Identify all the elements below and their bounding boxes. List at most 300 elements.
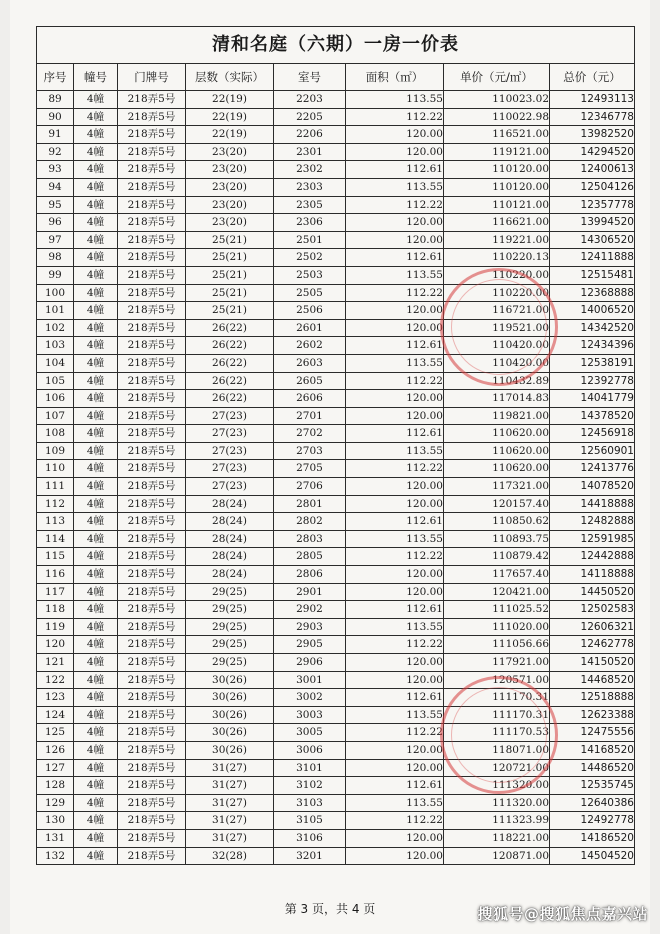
cell-total-price: 12623388	[550, 706, 635, 724]
cell-unit-price: 117321.00	[444, 478, 550, 496]
cell-area: 112.61	[346, 161, 444, 179]
cell-unit-price: 111320.00	[444, 777, 550, 795]
cell-total-price: 12606321	[550, 618, 635, 636]
cell-floor: 32(28)	[186, 847, 274, 865]
table-row	[37, 724, 635, 742]
cell-room: 2703	[274, 442, 346, 460]
cell-building: 4幢	[74, 390, 118, 408]
table-row	[37, 548, 635, 566]
table-row	[37, 689, 635, 707]
cell-door: 218弄5号	[118, 196, 186, 214]
cell-room: 2702	[274, 425, 346, 443]
cell-door: 218弄5号	[118, 689, 186, 707]
cell-building: 4幢	[74, 759, 118, 777]
cell-seq: 96	[37, 214, 74, 232]
cell-seq: 98	[37, 249, 74, 267]
cell-building: 4幢	[74, 231, 118, 249]
cell-door: 218弄5号	[118, 231, 186, 249]
cell-total-price: 14078520	[550, 478, 635, 496]
table-title: 清和名庭（六期）一房一价表	[37, 27, 635, 64]
cell-unit-price: 111056.66	[444, 636, 550, 654]
cell-building: 4幢	[74, 178, 118, 196]
cell-seq: 130	[37, 812, 74, 830]
cell-area: 113.55	[346, 178, 444, 196]
cell-seq: 95	[37, 196, 74, 214]
cell-door: 218弄5号	[118, 460, 186, 478]
cell-unit-price: 117014.83	[444, 390, 550, 408]
cell-total-price: 14150520	[550, 654, 635, 672]
table-row	[37, 601, 635, 619]
table-row	[37, 161, 635, 179]
cell-unit-price: 110893.75	[444, 530, 550, 548]
cell-seq: 107	[37, 407, 74, 425]
cell-area: 113.55	[346, 442, 444, 460]
cell-unit-price: 110022.98	[444, 108, 550, 126]
cell-total-price: 12413776	[550, 460, 635, 478]
cell-unit-price: 119221.00	[444, 231, 550, 249]
cell-door: 218弄5号	[118, 706, 186, 724]
cell-building: 4幢	[74, 143, 118, 161]
cell-building: 4幢	[74, 425, 118, 443]
table-row	[37, 741, 635, 759]
cell-building: 4幢	[74, 741, 118, 759]
cell-area: 113.55	[346, 354, 444, 372]
cell-seq: 93	[37, 161, 74, 179]
cell-total-price: 14006520	[550, 302, 635, 320]
cell-room: 2705	[274, 460, 346, 478]
cell-area: 120.00	[346, 302, 444, 320]
cell-total-price: 12456918	[550, 425, 635, 443]
cell-floor: 30(26)	[186, 724, 274, 742]
cell-total-price: 12411888	[550, 249, 635, 267]
cell-door: 218弄5号	[118, 548, 186, 566]
cell-door: 218弄5号	[118, 161, 186, 179]
cell-area: 112.22	[346, 108, 444, 126]
cell-seq: 116	[37, 566, 74, 584]
cell-room: 2505	[274, 284, 346, 302]
cell-floor: 30(26)	[186, 741, 274, 759]
cell-seq: 101	[37, 302, 74, 320]
cell-floor: 26(22)	[186, 372, 274, 390]
cell-area: 120.00	[346, 654, 444, 672]
cell-floor: 25(21)	[186, 231, 274, 249]
cell-unit-price: 111170.53	[444, 724, 550, 742]
cell-seq: 92	[37, 143, 74, 161]
cell-door: 218弄5号	[118, 513, 186, 531]
cell-room: 2603	[274, 354, 346, 372]
cell-building: 4幢	[74, 812, 118, 830]
cell-total-price: 14342520	[550, 319, 635, 337]
cell-area: 120.00	[346, 214, 444, 232]
cell-door: 218弄5号	[118, 337, 186, 355]
cell-building: 4幢	[74, 372, 118, 390]
cell-building: 4幢	[74, 513, 118, 531]
cell-seq: 100	[37, 284, 74, 302]
cell-area: 120.00	[346, 829, 444, 847]
cell-area: 112.61	[346, 513, 444, 531]
cell-area: 112.61	[346, 601, 444, 619]
cell-unit-price: 116721.00	[444, 302, 550, 320]
cell-seq: 121	[37, 654, 74, 672]
cell-total-price: 12538191	[550, 354, 635, 372]
cell-door: 218弄5号	[118, 671, 186, 689]
col-header-room: 室号	[274, 64, 346, 91]
cell-room: 2206	[274, 126, 346, 144]
cell-room: 2305	[274, 196, 346, 214]
cell-building: 4幢	[74, 478, 118, 496]
cell-seq: 102	[37, 319, 74, 337]
cell-floor: 27(23)	[186, 407, 274, 425]
cell-total-price: 12502583	[550, 601, 635, 619]
cell-door: 218弄5号	[118, 601, 186, 619]
cell-room: 2805	[274, 548, 346, 566]
header-row	[37, 64, 635, 91]
cell-total-price: 12560901	[550, 442, 635, 460]
cell-room: 2501	[274, 231, 346, 249]
cell-unit-price: 117657.40	[444, 566, 550, 584]
cell-total-price: 14418888	[550, 495, 635, 513]
cell-unit-price: 118221.00	[444, 829, 550, 847]
cell-room: 2205	[274, 108, 346, 126]
cell-total-price: 12392778	[550, 372, 635, 390]
cell-room: 2303	[274, 178, 346, 196]
cell-unit-price: 110420.00	[444, 354, 550, 372]
cell-room: 2203	[274, 91, 346, 109]
cell-area: 113.55	[346, 794, 444, 812]
cell-door: 218弄5号	[118, 654, 186, 672]
table-row	[37, 583, 635, 601]
cell-seq: 89	[37, 91, 74, 109]
watermark-text: 搜狐号@搜狐焦点嘉兴站	[477, 905, 648, 923]
cell-floor: 23(20)	[186, 196, 274, 214]
cell-door: 218弄5号	[118, 266, 186, 284]
cell-total-price: 12591985	[550, 530, 635, 548]
cell-area: 120.00	[346, 143, 444, 161]
cell-unit-price: 111020.00	[444, 618, 550, 636]
cell-unit-price: 111323.99	[444, 812, 550, 830]
cell-area: 112.22	[346, 812, 444, 830]
table-row	[37, 794, 635, 812]
cell-unit-price: 120721.00	[444, 759, 550, 777]
cell-seq: 115	[37, 548, 74, 566]
cell-total-price: 14306520	[550, 231, 635, 249]
cell-unit-price: 110120.00	[444, 178, 550, 196]
cell-seq: 112	[37, 495, 74, 513]
cell-room: 2803	[274, 530, 346, 548]
table-row	[37, 196, 635, 214]
cell-door: 218弄5号	[118, 495, 186, 513]
cell-total-price: 14468520	[550, 671, 635, 689]
cell-seq: 114	[37, 530, 74, 548]
cell-building: 4幢	[74, 108, 118, 126]
cell-area: 112.22	[346, 724, 444, 742]
cell-total-price: 12535745	[550, 777, 635, 795]
cell-floor: 26(22)	[186, 319, 274, 337]
cell-floor: 22(19)	[186, 108, 274, 126]
cell-room: 2606	[274, 390, 346, 408]
col-header-seq: 序号	[37, 64, 74, 91]
cell-total-price: 14378520	[550, 407, 635, 425]
cell-area: 120.00	[346, 583, 444, 601]
table-row	[37, 847, 635, 865]
col-header-building: 幢号	[74, 64, 118, 91]
cell-seq: 119	[37, 618, 74, 636]
cell-total-price: 13982520	[550, 126, 635, 144]
cell-unit-price: 110620.00	[444, 460, 550, 478]
cell-total-price: 12434396	[550, 337, 635, 355]
cell-seq: 110	[37, 460, 74, 478]
cell-area: 112.22	[346, 196, 444, 214]
cell-unit-price: 110120.00	[444, 161, 550, 179]
cell-door: 218弄5号	[118, 566, 186, 584]
table-row	[37, 636, 635, 654]
cell-area: 120.00	[346, 319, 444, 337]
cell-seq: 131	[37, 829, 74, 847]
cell-building: 4幢	[74, 777, 118, 795]
cell-unit-price: 110220.00	[444, 266, 550, 284]
cell-floor: 25(21)	[186, 302, 274, 320]
cell-room: 3105	[274, 812, 346, 830]
cell-total-price: 12482888	[550, 513, 635, 531]
cell-total-price: 12357778	[550, 196, 635, 214]
cell-door: 218弄5号	[118, 777, 186, 795]
cell-door: 218弄5号	[118, 249, 186, 267]
cell-room: 2605	[274, 372, 346, 390]
table-body	[37, 91, 635, 865]
table-row	[37, 759, 635, 777]
cell-building: 4幢	[74, 636, 118, 654]
cell-seq: 124	[37, 706, 74, 724]
cell-room: 2502	[274, 249, 346, 267]
col-header-floor: 层数（实际）	[186, 64, 274, 91]
table-row	[37, 706, 635, 724]
cell-unit-price: 119521.00	[444, 319, 550, 337]
cell-seq: 126	[37, 741, 74, 759]
cell-building: 4幢	[74, 654, 118, 672]
cell-building: 4幢	[74, 618, 118, 636]
cell-door: 218弄5号	[118, 284, 186, 302]
cell-door: 218弄5号	[118, 812, 186, 830]
cell-room: 2905	[274, 636, 346, 654]
cell-unit-price: 120157.40	[444, 495, 550, 513]
cell-seq: 90	[37, 108, 74, 126]
cell-unit-price: 111170.31	[444, 689, 550, 707]
table-row	[37, 284, 635, 302]
cell-room: 2601	[274, 319, 346, 337]
cell-building: 4幢	[74, 601, 118, 619]
cell-building: 4幢	[74, 495, 118, 513]
cell-room: 3001	[274, 671, 346, 689]
table-row	[37, 460, 635, 478]
cell-room: 2306	[274, 214, 346, 232]
cell-unit-price: 110420.00	[444, 337, 550, 355]
cell-room: 2701	[274, 407, 346, 425]
cell-total-price: 12462778	[550, 636, 635, 654]
cell-floor: 30(26)	[186, 706, 274, 724]
cell-building: 4幢	[74, 302, 118, 320]
table-row	[37, 442, 635, 460]
cell-seq: 113	[37, 513, 74, 531]
cell-floor: 30(26)	[186, 671, 274, 689]
cell-door: 218弄5号	[118, 390, 186, 408]
cell-unit-price: 110432.89	[444, 372, 550, 390]
cell-total-price: 12493113	[550, 91, 635, 109]
cell-floor: 29(25)	[186, 618, 274, 636]
table-row	[37, 671, 635, 689]
cell-building: 4幢	[74, 196, 118, 214]
cell-seq: 123	[37, 689, 74, 707]
cell-door: 218弄5号	[118, 425, 186, 443]
cell-area: 112.61	[346, 689, 444, 707]
cell-area: 113.55	[346, 706, 444, 724]
cell-building: 4幢	[74, 319, 118, 337]
cell-unit-price: 118071.00	[444, 741, 550, 759]
cell-area: 120.00	[346, 671, 444, 689]
cell-total-price: 12475556	[550, 724, 635, 742]
cell-total-price: 14186520	[550, 829, 635, 847]
cell-floor: 25(21)	[186, 284, 274, 302]
cell-unit-price: 120421.00	[444, 583, 550, 601]
cell-floor: 26(22)	[186, 354, 274, 372]
cell-floor: 23(20)	[186, 214, 274, 232]
cell-room: 2902	[274, 601, 346, 619]
cell-total-price: 14294520	[550, 143, 635, 161]
cell-seq: 128	[37, 777, 74, 795]
cell-floor: 28(24)	[186, 530, 274, 548]
cell-room: 3002	[274, 689, 346, 707]
cell-door: 218弄5号	[118, 143, 186, 161]
cell-seq: 104	[37, 354, 74, 372]
cell-building: 4幢	[74, 354, 118, 372]
cell-unit-price: 110850.62	[444, 513, 550, 531]
cell-floor: 26(22)	[186, 390, 274, 408]
cell-room: 3106	[274, 829, 346, 847]
table-row	[37, 354, 635, 372]
cell-seq: 111	[37, 478, 74, 496]
cell-room: 3103	[274, 794, 346, 812]
cell-total-price: 13994520	[550, 214, 635, 232]
cell-area: 112.22	[346, 636, 444, 654]
cell-door: 218弄5号	[118, 724, 186, 742]
cell-seq: 91	[37, 126, 74, 144]
cell-door: 218弄5号	[118, 759, 186, 777]
cell-door: 218弄5号	[118, 847, 186, 865]
cell-room: 2503	[274, 266, 346, 284]
cell-area: 113.55	[346, 530, 444, 548]
cell-floor: 23(20)	[186, 178, 274, 196]
cell-seq: 118	[37, 601, 74, 619]
cell-total-price: 12515481	[550, 266, 635, 284]
cell-floor: 31(27)	[186, 759, 274, 777]
cell-seq: 99	[37, 266, 74, 284]
cell-building: 4幢	[74, 548, 118, 566]
cell-area: 120.00	[346, 126, 444, 144]
cell-floor: 29(25)	[186, 654, 274, 672]
cell-unit-price: 110121.00	[444, 196, 550, 214]
cell-door: 218弄5号	[118, 319, 186, 337]
cell-unit-price: 111170.31	[444, 706, 550, 724]
cell-area: 120.00	[346, 390, 444, 408]
price-table	[36, 26, 635, 865]
cell-seq: 103	[37, 337, 74, 355]
cell-area: 112.61	[346, 249, 444, 267]
cell-door: 218弄5号	[118, 372, 186, 390]
table-row	[37, 143, 635, 161]
cell-seq: 109	[37, 442, 74, 460]
cell-area: 112.61	[346, 337, 444, 355]
cell-floor: 25(21)	[186, 249, 274, 267]
cell-floor: 25(21)	[186, 266, 274, 284]
cell-room: 2706	[274, 478, 346, 496]
cell-door: 218弄5号	[118, 530, 186, 548]
cell-unit-price: 120871.00	[444, 847, 550, 865]
table-row	[37, 425, 635, 443]
cell-room: 3003	[274, 706, 346, 724]
cell-building: 4幢	[74, 689, 118, 707]
cell-floor: 28(24)	[186, 548, 274, 566]
cell-building: 4幢	[74, 91, 118, 109]
cell-unit-price: 116621.00	[444, 214, 550, 232]
table-row	[37, 407, 635, 425]
cell-area: 120.00	[346, 231, 444, 249]
cell-area: 120.00	[346, 759, 444, 777]
cell-door: 218弄5号	[118, 354, 186, 372]
cell-floor: 29(25)	[186, 636, 274, 654]
cell-seq: 94	[37, 178, 74, 196]
cell-seq: 108	[37, 425, 74, 443]
cell-floor: 28(24)	[186, 566, 274, 584]
table-row	[37, 566, 635, 584]
cell-area: 112.22	[346, 460, 444, 478]
cell-room: 2602	[274, 337, 346, 355]
cell-total-price: 12504126	[550, 178, 635, 196]
cell-door: 218弄5号	[118, 442, 186, 460]
cell-door: 218弄5号	[118, 108, 186, 126]
cell-building: 4幢	[74, 829, 118, 847]
cell-room: 2302	[274, 161, 346, 179]
cell-area: 120.00	[346, 741, 444, 759]
cell-unit-price: 111320.00	[444, 794, 550, 812]
col-header-unit-price: 单价（元/㎡）	[444, 64, 550, 91]
table-row	[37, 266, 635, 284]
cell-building: 4幢	[74, 706, 118, 724]
col-header-total-price: 总价（元）	[550, 64, 635, 91]
col-header-area: 面积（㎡）	[346, 64, 444, 91]
cell-floor: 26(22)	[186, 337, 274, 355]
table-row	[37, 372, 635, 390]
table-row	[37, 302, 635, 320]
cell-door: 218弄5号	[118, 91, 186, 109]
cell-unit-price: 110620.00	[444, 442, 550, 460]
table-row	[37, 478, 635, 496]
cell-floor: 27(23)	[186, 425, 274, 443]
cell-total-price: 12346778	[550, 108, 635, 126]
cell-floor: 31(27)	[186, 829, 274, 847]
cell-door: 218弄5号	[118, 126, 186, 144]
table-row	[37, 319, 635, 337]
cell-area: 120.00	[346, 478, 444, 496]
cell-door: 218弄5号	[118, 178, 186, 196]
table-row	[37, 513, 635, 531]
cell-building: 4幢	[74, 724, 118, 742]
col-header-door: 门牌号	[118, 64, 186, 91]
cell-seq: 132	[37, 847, 74, 865]
cell-seq: 129	[37, 794, 74, 812]
cell-unit-price: 110620.00	[444, 425, 550, 443]
cell-door: 218弄5号	[118, 741, 186, 759]
cell-building: 4幢	[74, 847, 118, 865]
cell-unit-price: 110023.02	[444, 91, 550, 109]
